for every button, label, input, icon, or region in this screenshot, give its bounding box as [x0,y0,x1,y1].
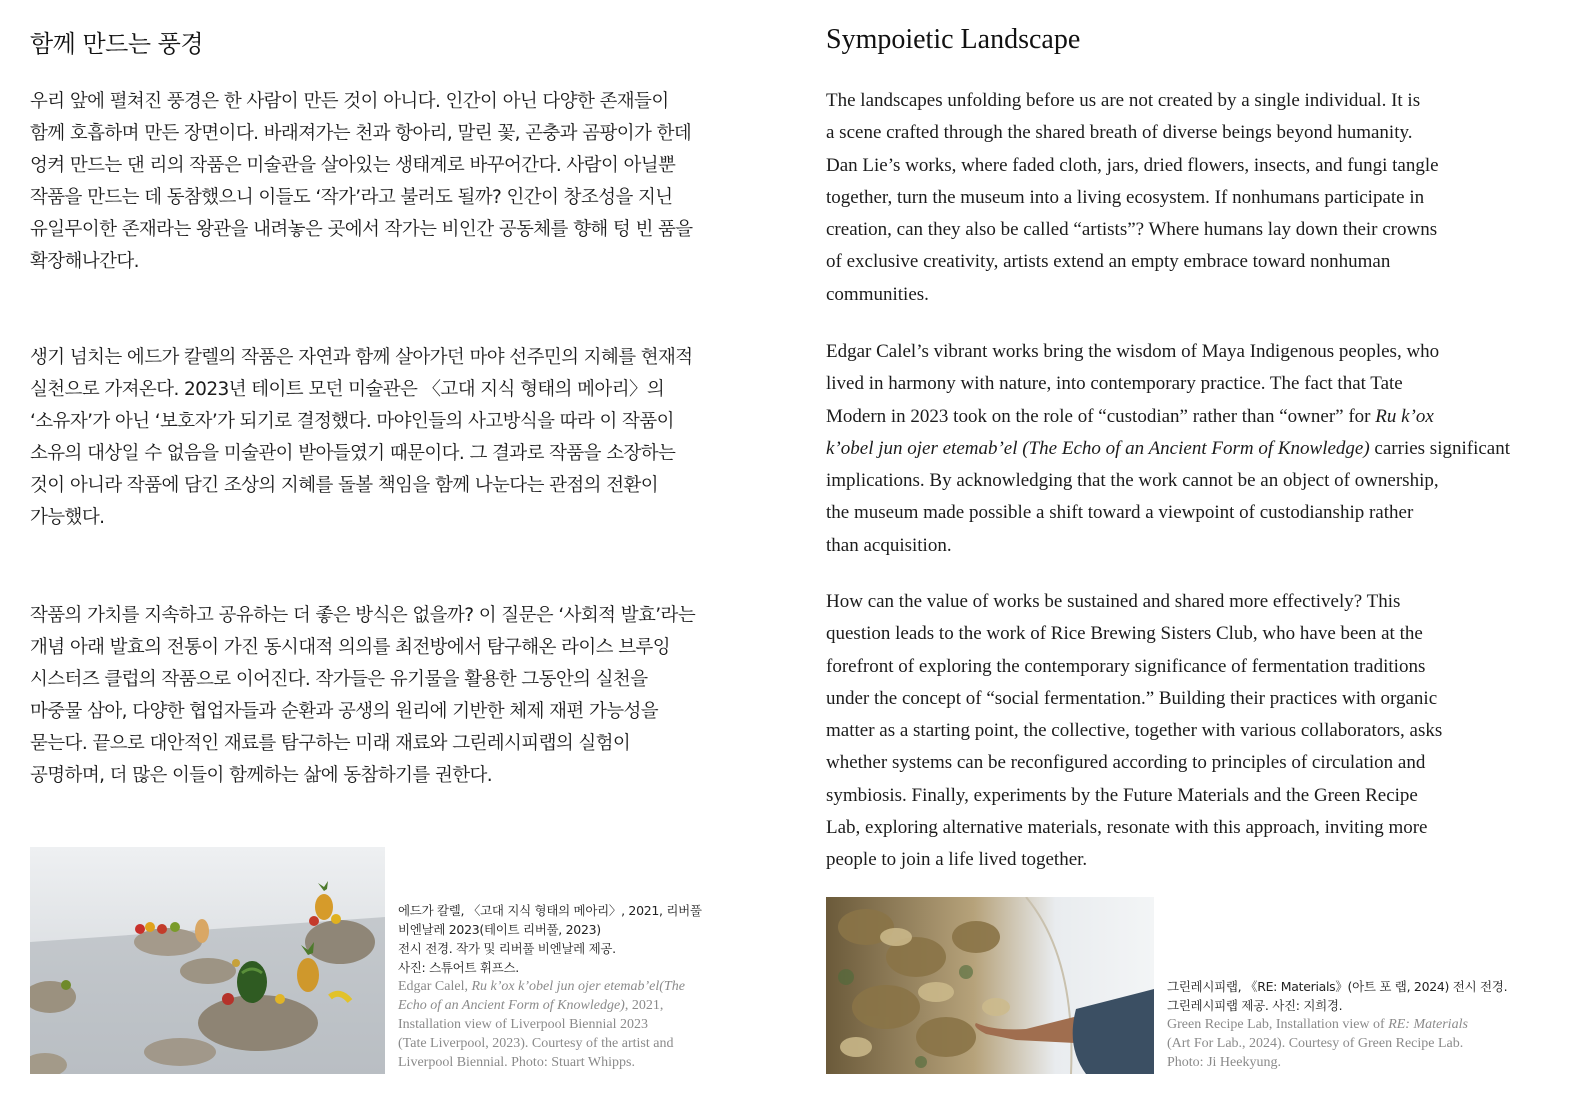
korean-paragraph-2 [30,342,693,534]
text-line: ‘소유자’가 아닌 ‘보호자’가 되기로 결정했다. 마야인들의 사고방식을 따라 이 작품이 [30,411,674,432]
english-paragraph-1 [826,85,1439,311]
text-line: of exclusive creativity, artists extend an empty embrace toward nonhuman [826,251,1391,273]
text-line: creation, can they also be called “artists”? Where humans lay down their crowns [826,219,1438,241]
english-title: Sympoietic Landscape [826,24,1081,55]
text-line: people to join a life lived together. [826,849,1088,871]
caption-en-line: Liverpool Biennial. Photo: Stuart Whipps. [398,1055,635,1070]
caption-ko-line: 비엔날레 2023(테이트 리버풀, 2023) [398,922,601,937]
text-line: implications. By acknowledging that the work cannot be an object of ownership, [826,470,1439,492]
text-line [826,433,1510,465]
text-line: together, turn the museum into a living ecosystem. If nonhumans participate in [826,186,1425,208]
text-line: 유일무이한 존재라는 왕관을 내려놓은 곳에서 작가는 비인간 공동체를 향해 텅 빈 품을 [30,219,693,240]
caption-en-line: (Art For Lab., 2024). Courtesy of Green Recipe Lab. [1167,1036,1464,1051]
text-line: matter as a starting point, the collective, together with various collaborators, asks [826,720,1443,742]
caption-en-line: Installation view of Liverpool Biennial 2023 [398,1017,649,1032]
text-line: 확장해나간다. [30,251,139,272]
text-line: under the concept of “social fermentation.” Building their practices with organic [826,687,1438,709]
caption-en-artwork-title: Echo of an Ancient Form of Knowledge) [398,998,625,1013]
artwork-title: k’obel jun ojer etemab’el (The Echo of an Ancient Form of Knowledge) [826,437,1370,459]
caption-en-text: Edgar Calel, [398,979,472,994]
text-line: 묻는다. 끝으로 대안적인 재료를 탐구하는 미래 재료와 그린레시피랩의 실험이 [30,733,631,754]
text-line [826,401,1510,433]
caption-en-line [398,977,702,996]
caption-ko-line: 그린레시피랩 제공. 사진: 지희경. [1167,998,1343,1013]
text-line: 것이 아니라 작품에 담긴 조상의 지혜를 돌볼 책임을 함께 나눈다는 관점의 전환이 [30,475,659,496]
text-line: 실천으로 가져온다. 2023년 테이트 모던 미술관은 〈고대 지식 형태의 메아리〉의 [30,379,665,400]
artwork-title: Ru k’ox [1375,405,1434,427]
caption-en-line: (Tate Liverpool, 2023). Courtesy of the artist and [398,1036,674,1051]
text-segment: Modern in 2023 took on the role of “custodian” rather than “owner” for [826,405,1376,427]
caption-ko-line: 에드가 칼렐, 〈고대 지식 형태의 메아리〉, 2021, 리버풀 [398,903,702,918]
text-line: 소유의 대상일 수 없음을 미술관이 받아들였기 때문이다. 그 결과로 작품을 소장하는 [30,443,676,464]
text-line: 엉켜 만드는 댄 리의 작품은 미술관을 살아있는 생태계로 바꾸어간다. 사람이 아닐뿐 [30,155,676,176]
caption-en-line: Photo: Ji Heekyung. [1167,1055,1281,1070]
text-line: 작품을 만드는 데 동참했으니 이들도 ‘작가’라고 불러도 될까? 인간이 창조성을 지닌 [30,187,673,208]
text-line: 개념 아래 발효의 전통이 가진 동시대적 의의를 최전방에서 탐구해온 라이스 브루잉 [30,637,671,658]
caption-en-exhibition-title: RE: Materials [1388,1017,1468,1032]
installation-photo-edgar-calel [30,847,385,1074]
korean-paragraph-3 [30,600,695,792]
caption-en-text: Green Recipe Lab, Installation view of [1167,1017,1389,1032]
text-line: 생기 넘치는 에드가 칼렐의 작품은 자연과 함께 살아가던 마야 선주민의 지혜를 현재적 [30,347,693,368]
english-paragraph-2 [826,336,1510,562]
caption-en-line [398,996,702,1015]
text-line: 함께 호흡하며 만든 장면이다. 바래져가는 천과 항아리, 말린 꽃, 곤충과 곰팡이가 한데 [30,123,692,144]
text-line: symbiosis. Finally, experiments by the Future Materials and the Green Recipe [826,784,1418,806]
green-recipe-lab-caption [1167,977,1507,1072]
text-line: than acquisition. [826,534,952,556]
caption-ko-line: 그린레시피랩, 《RE: Materials》(아트 포 랩, 2024) 전시 전경. [1167,979,1508,994]
korean-title: 함께 만드는 풍경 [30,30,204,58]
text-line: lived in harmony with nature, into contemporary practice. The fact that Tate [826,373,1403,395]
text-line: the museum made possible a shift toward a viewpoint of custodianship rather [826,502,1414,524]
text-line: 작품의 가치를 지속하고 공유하는 더 좋은 방식은 없을까? 이 질문은 ‘사회적 발효’라는 [30,605,696,626]
caption-en-text: , 2021, [624,998,664,1013]
text-line: question leads to the work of Rice Brewing Sisters Club, who have been at the [826,623,1423,645]
english-paragraph-3 [826,586,1442,877]
text-line: communities. [826,283,929,305]
text-line: The landscapes unfolding before us are not created by a single individual. It is [826,90,1421,111]
text-line: 우리 앞에 펼쳐진 풍경은 한 사람이 만든 것이 아니다. 인간이 아닌 다양한 존재들이 [30,91,669,112]
photo-illustration [30,847,385,1074]
text-line: Lab, exploring alternative materials, resonate with this approach, inviting more [826,817,1428,839]
text-line: 가능했다. [30,507,105,528]
text-line: Edgar Calel’s vibrant works bring the wisdom of Maya Indigenous peoples, who [826,341,1440,362]
text-line: whether systems can be reconfigured according to principles of circulation and [826,752,1426,774]
text-line: 마중물 삼아, 다양한 협업자들과 순환과 공생의 원리에 기반한 체제 재편 가능성을 [30,701,659,722]
text-segment: carries significant [1369,437,1511,459]
text-line: Dan Lie’s works, where faded cloth, jars, dried flowers, insects, and fungi tangle [826,154,1439,176]
caption-en-artwork-title: Ru k’ox k’obel jun ojer etemab’el(The [471,979,685,994]
text-line: a scene crafted through the shared breath of diverse beings beyond humanity. [826,122,1413,144]
edgar-calel-caption [398,901,702,1072]
text-line: 공명하며, 더 많은 이들이 함께하는 삶에 동참하기를 권한다. [30,765,493,786]
text-line: How can the value of works be sustained and shared more effectively? This [826,591,1401,612]
korean-paragraph-1 [30,86,693,278]
text-line: forefront of exploring the contemporary significance of fermentation traditions [826,655,1426,677]
caption-en-line [1167,1015,1507,1034]
caption-ko-line: 전시 전경. 작가 및 리버풀 비엔날레 제공. [398,941,616,956]
caption-ko-line: 사진: 스튜어트 휘프스. [398,960,519,975]
installation-photo-green-recipe-lab [826,897,1154,1074]
photo-illustration [826,897,1154,1074]
text-line: 시스터즈 클럽의 작품으로 이어진다. 작가들은 유기물을 활용한 그동안의 실천을 [30,669,648,690]
